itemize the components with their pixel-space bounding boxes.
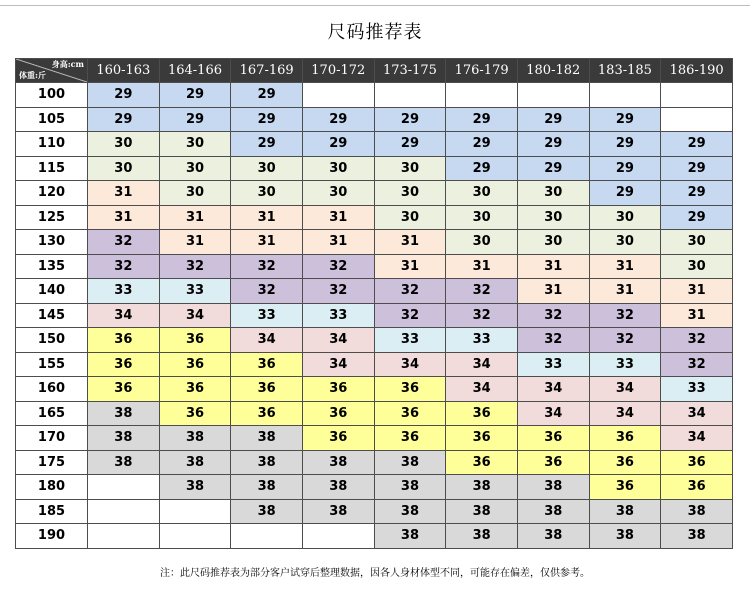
weight-label: 体重:斤	[19, 70, 46, 80]
size-cell: 38	[302, 450, 374, 475]
height-header-180-182: 180-182	[517, 59, 589, 83]
size-cell: 36	[159, 377, 231, 402]
size-cell: 34	[302, 352, 374, 377]
size-cell: 36	[446, 426, 518, 451]
size-cell: 34	[517, 401, 589, 426]
size-cell: 30	[231, 181, 303, 206]
size-cell: 31	[159, 205, 231, 230]
table-row	[16, 205, 733, 230]
size-cell: 30	[374, 205, 446, 230]
size-cell	[88, 499, 160, 524]
size-cell: 31	[231, 205, 303, 230]
table-row	[16, 450, 733, 475]
size-cell	[159, 524, 231, 549]
size-cell: 32	[517, 303, 589, 328]
weight-cell: 130	[16, 230, 88, 255]
size-cell: 33	[374, 328, 446, 353]
size-cell: 31	[661, 303, 733, 328]
size-cell: 32	[374, 303, 446, 328]
table-row	[16, 303, 733, 328]
table-row	[16, 181, 733, 206]
size-cell: 30	[446, 181, 518, 206]
size-cell	[374, 83, 446, 108]
size-chart-table	[15, 58, 733, 549]
size-cell: 32	[589, 328, 661, 353]
size-cell: 31	[661, 279, 733, 304]
size-cell: 38	[517, 524, 589, 549]
size-cell: 29	[661, 132, 733, 157]
size-cell: 29	[517, 107, 589, 132]
size-cell: 30	[589, 230, 661, 255]
size-cell	[302, 83, 374, 108]
size-cell: 34	[231, 328, 303, 353]
size-cell: 36	[661, 450, 733, 475]
table-row	[16, 524, 733, 549]
size-cell: 36	[159, 401, 231, 426]
size-cell: 31	[88, 205, 160, 230]
size-cell: 34	[661, 401, 733, 426]
size-cell: 29	[231, 107, 303, 132]
size-cell: 34	[88, 303, 160, 328]
size-cell: 38	[302, 475, 374, 500]
table-row	[16, 499, 733, 524]
size-cell: 31	[517, 279, 589, 304]
weight-cell: 175	[16, 450, 88, 475]
size-cell: 32	[302, 254, 374, 279]
weight-cell: 105	[16, 107, 88, 132]
size-cell: 32	[302, 279, 374, 304]
size-cell: 30	[517, 205, 589, 230]
size-cell: 34	[446, 352, 518, 377]
height-header-167-169: 167-169	[231, 59, 303, 83]
header-row	[16, 59, 733, 83]
height-label: 身高:cm	[51, 59, 84, 69]
size-cell: 38	[231, 499, 303, 524]
weight-cell: 110	[16, 132, 88, 157]
table-row	[16, 107, 733, 132]
size-cell: 29	[88, 107, 160, 132]
size-cell: 36	[517, 450, 589, 475]
size-cell: 29	[446, 132, 518, 157]
size-cell: 34	[374, 352, 446, 377]
table-row	[16, 352, 733, 377]
size-cell: 38	[661, 499, 733, 524]
size-cell: 30	[88, 132, 160, 157]
weight-cell: 135	[16, 254, 88, 279]
size-cell: 36	[88, 328, 160, 353]
size-cell: 36	[374, 377, 446, 402]
size-cell: 36	[302, 426, 374, 451]
weight-cell: 150	[16, 328, 88, 353]
table-row	[16, 156, 733, 181]
height-header-164-166: 164-166	[159, 59, 231, 83]
size-cell: 33	[88, 279, 160, 304]
height-header-160-163: 160-163	[88, 59, 160, 83]
size-cell: 38	[446, 524, 518, 549]
table-row	[16, 426, 733, 451]
size-cell: 34	[302, 328, 374, 353]
size-cell: 34	[446, 377, 518, 402]
size-cell: 38	[159, 426, 231, 451]
size-cell: 30	[374, 181, 446, 206]
size-cell: 36	[302, 401, 374, 426]
page-title: 尺码推荐表	[327, 22, 423, 43]
size-cell	[661, 83, 733, 108]
size-cell: 30	[446, 230, 518, 255]
size-cell: 33	[446, 328, 518, 353]
size-cell: 30	[88, 156, 160, 181]
height-header-183-185: 183-185	[589, 59, 661, 83]
size-cell: 31	[589, 279, 661, 304]
size-cell: 33	[302, 303, 374, 328]
size-cell: 33	[159, 279, 231, 304]
size-cell: 29	[446, 107, 518, 132]
size-cell: 32	[661, 352, 733, 377]
size-cell: 30	[446, 205, 518, 230]
size-cell: 36	[374, 426, 446, 451]
size-cell: 29	[231, 83, 303, 108]
size-cell: 32	[88, 254, 160, 279]
size-cell: 36	[661, 475, 733, 500]
size-cell: 32	[517, 328, 589, 353]
size-cell	[231, 524, 303, 549]
size-cell: 29	[88, 83, 160, 108]
size-cell: 32	[231, 279, 303, 304]
size-cell: 29	[517, 156, 589, 181]
size-cell: 38	[374, 524, 446, 549]
size-cell: 31	[517, 254, 589, 279]
size-cell	[302, 524, 374, 549]
size-cell: 33	[589, 352, 661, 377]
table-row	[16, 401, 733, 426]
size-cell: 29	[661, 156, 733, 181]
table-row	[16, 254, 733, 279]
corner-header-cell	[16, 59, 88, 83]
size-cell: 33	[231, 303, 303, 328]
size-cell: 36	[589, 450, 661, 475]
size-cell	[88, 524, 160, 549]
table-row	[16, 377, 733, 402]
size-cell: 31	[88, 181, 160, 206]
table-row	[16, 230, 733, 255]
size-cell: 34	[589, 377, 661, 402]
size-cell	[446, 83, 518, 108]
weight-cell: 190	[16, 524, 88, 549]
size-cell: 38	[446, 499, 518, 524]
size-cell: 38	[374, 450, 446, 475]
height-header-170-172: 170-172	[302, 59, 374, 83]
size-cell: 38	[661, 524, 733, 549]
size-cell: 38	[589, 524, 661, 549]
size-cell: 29	[517, 132, 589, 157]
size-cell: 38	[374, 499, 446, 524]
size-cell: 30	[517, 181, 589, 206]
size-cell: 33	[661, 377, 733, 402]
size-cell: 30	[661, 254, 733, 279]
size-cell: 34	[661, 426, 733, 451]
size-cell: 38	[88, 450, 160, 475]
size-cell: 29	[374, 132, 446, 157]
size-cell	[661, 107, 733, 132]
table-row	[16, 475, 733, 500]
size-cell: 31	[446, 254, 518, 279]
size-cell	[88, 475, 160, 500]
size-cell: 36	[302, 377, 374, 402]
size-cell: 36	[446, 401, 518, 426]
weight-cell: 100	[16, 83, 88, 108]
size-cell: 30	[159, 181, 231, 206]
size-cell: 36	[231, 352, 303, 377]
size-cell: 29	[302, 107, 374, 132]
size-cell: 32	[446, 279, 518, 304]
size-cell: 31	[231, 230, 303, 255]
size-cell: 32	[589, 303, 661, 328]
size-cell: 38	[589, 499, 661, 524]
size-cell: 31	[374, 254, 446, 279]
size-cell: 33	[517, 352, 589, 377]
footnote: 注：此尺码推荐表为部分客户试穿后整理数据，因各人身材体型不同，可能存在偏差，仅供参考。	[160, 568, 590, 579]
size-cell: 34	[159, 303, 231, 328]
size-cell: 36	[231, 377, 303, 402]
size-cell: 31	[302, 230, 374, 255]
size-cell: 38	[374, 475, 446, 500]
size-cell: 34	[517, 377, 589, 402]
size-cell: 36	[231, 401, 303, 426]
size-cell: 38	[302, 499, 374, 524]
size-cell: 38	[446, 475, 518, 500]
weight-cell: 165	[16, 401, 88, 426]
size-cell: 32	[374, 279, 446, 304]
size-cell: 29	[589, 181, 661, 206]
size-cell: 29	[589, 132, 661, 157]
chart-body	[16, 83, 733, 549]
weight-cell: 170	[16, 426, 88, 451]
size-cell: 38	[159, 475, 231, 500]
size-cell: 30	[374, 156, 446, 181]
size-cell: 29	[231, 132, 303, 157]
table-row	[16, 328, 733, 353]
size-cell: 32	[661, 328, 733, 353]
size-cell: 38	[88, 401, 160, 426]
size-cell: 38	[231, 450, 303, 475]
size-cell: 36	[589, 426, 661, 451]
size-cell: 30	[159, 156, 231, 181]
table-row	[16, 279, 733, 304]
size-cell: 38	[517, 499, 589, 524]
size-cell	[589, 83, 661, 108]
size-cell	[517, 83, 589, 108]
size-cell: 36	[159, 328, 231, 353]
size-cell: 30	[302, 156, 374, 181]
size-cell: 31	[589, 254, 661, 279]
size-cell: 29	[589, 156, 661, 181]
size-cell: 36	[88, 377, 160, 402]
size-cell: 31	[374, 230, 446, 255]
weight-cell: 115	[16, 156, 88, 181]
size-cell: 30	[159, 132, 231, 157]
size-cell: 36	[589, 475, 661, 500]
size-cell: 32	[231, 254, 303, 279]
size-cell: 30	[517, 230, 589, 255]
table-row	[16, 83, 733, 108]
height-header-173-175: 173-175	[374, 59, 446, 83]
size-cell: 29	[159, 107, 231, 132]
size-cell: 29	[302, 132, 374, 157]
size-cell: 31	[302, 205, 374, 230]
size-cell: 38	[231, 426, 303, 451]
height-header-176-179: 176-179	[446, 59, 518, 83]
size-cell: 32	[446, 303, 518, 328]
size-cell: 34	[589, 401, 661, 426]
size-cell: 31	[159, 230, 231, 255]
table-row	[16, 132, 733, 157]
size-cell: 30	[589, 205, 661, 230]
size-cell: 38	[159, 450, 231, 475]
size-cell: 38	[231, 475, 303, 500]
size-cell: 38	[517, 475, 589, 500]
size-cell: 30	[661, 230, 733, 255]
size-cell: 32	[88, 230, 160, 255]
weight-cell: 160	[16, 377, 88, 402]
weight-cell: 155	[16, 352, 88, 377]
size-cell: 36	[88, 352, 160, 377]
size-cell: 30	[231, 156, 303, 181]
height-header-186-190: 186-190	[661, 59, 733, 83]
top-divider	[0, 5, 750, 6]
size-cell: 29	[446, 156, 518, 181]
size-cell: 32	[159, 254, 231, 279]
weight-cell: 125	[16, 205, 88, 230]
weight-cell: 120	[16, 181, 88, 206]
size-cell: 36	[517, 426, 589, 451]
size-cell: 36	[159, 352, 231, 377]
size-cell: 29	[374, 107, 446, 132]
size-cell: 29	[159, 83, 231, 108]
size-cell: 29	[661, 205, 733, 230]
weight-cell: 180	[16, 475, 88, 500]
size-cell: 36	[446, 450, 518, 475]
size-cell: 29	[589, 107, 661, 132]
size-cell: 30	[302, 181, 374, 206]
size-cell: 38	[88, 426, 160, 451]
weight-cell: 140	[16, 279, 88, 304]
size-cell	[159, 499, 231, 524]
size-cell: 29	[661, 181, 733, 206]
weight-cell: 145	[16, 303, 88, 328]
size-cell: 36	[374, 401, 446, 426]
weight-cell: 185	[16, 499, 88, 524]
